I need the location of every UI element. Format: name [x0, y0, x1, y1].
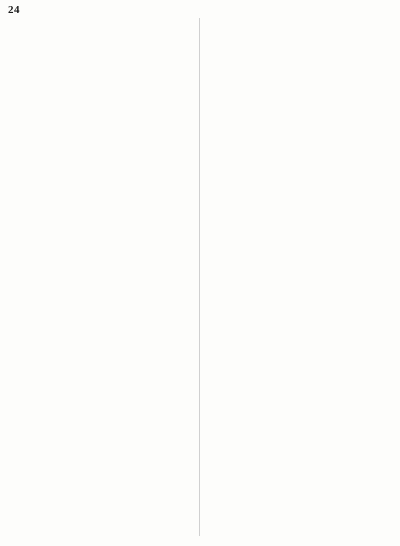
page-number: 24	[8, 4, 20, 16]
register-column-right	[204, 18, 394, 538]
register-column-left	[8, 18, 198, 538]
column-divider	[199, 18, 200, 536]
